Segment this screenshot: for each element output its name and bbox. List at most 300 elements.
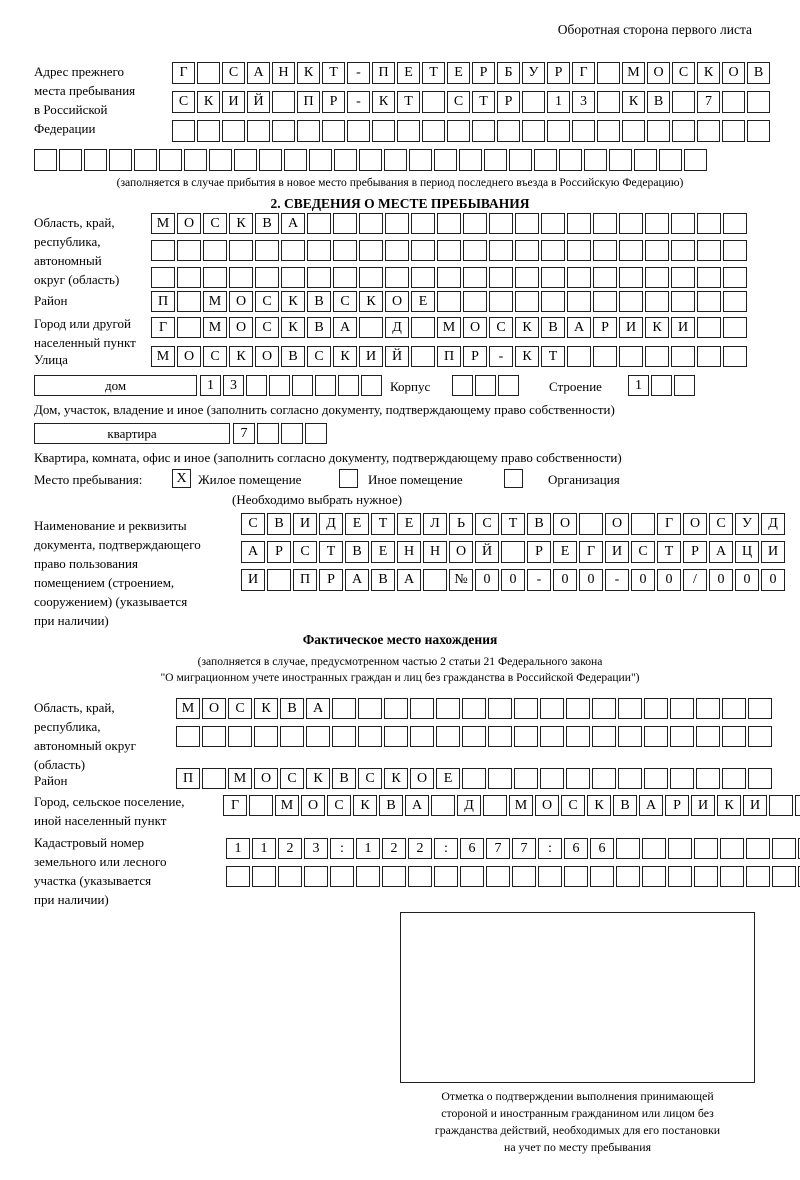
prev-address-r4-cell-23[interactable]	[584, 149, 607, 171]
prev-address-r4-cell-14[interactable]	[359, 149, 382, 171]
cadastral-r1-cell-14[interactable]: 6	[564, 838, 588, 859]
cadastral-r1-cell-22[interactable]	[772, 838, 796, 859]
document-r3-cell-10[interactable]: 0	[475, 569, 499, 591]
city-cell-23[interactable]	[723, 317, 747, 338]
region-r3-cell-3[interactable]	[203, 267, 227, 288]
actual-district-cell-10[interactable]: О	[410, 768, 434, 789]
actual-region-r1-cell-4[interactable]: К	[254, 698, 278, 719]
region-r3-cell-14[interactable]	[489, 267, 513, 288]
actual-city-cell-3[interactable]: М	[275, 795, 299, 816]
cadastral-r2-cell-21[interactable]	[746, 866, 770, 887]
cadastral-r1-cell-20[interactable]	[720, 838, 744, 859]
region-r3-cell-5[interactable]	[255, 267, 279, 288]
flat-cell-2[interactable]	[257, 423, 279, 444]
actual-district-cell-19[interactable]	[644, 768, 668, 789]
city-cell-5[interactable]: С	[255, 317, 279, 338]
prev-address-r2-cell-2[interactable]: К	[197, 91, 220, 113]
cadastral-r1-cell-11[interactable]: 7	[486, 838, 510, 859]
cadastral-r2-cell-9[interactable]	[434, 866, 458, 887]
city-cell-7[interactable]: В	[307, 317, 331, 338]
actual-region-r2-cell-13[interactable]	[488, 726, 512, 747]
region-r2-cell-8[interactable]	[333, 240, 357, 261]
region-r2-cell-15[interactable]	[515, 240, 539, 261]
region-r3-cell-4[interactable]	[229, 267, 253, 288]
actual-city-cell-14[interactable]: С	[561, 795, 585, 816]
prev-address-r3-cell-10[interactable]	[397, 120, 420, 142]
prev-address-r1-cell-13[interactable]: Р	[472, 62, 495, 84]
prev-address-r4-cell-18[interactable]	[459, 149, 482, 171]
document-r1-cell-2[interactable]: В	[267, 513, 291, 535]
cadastral-r2-cell-1[interactable]	[226, 866, 250, 887]
district-cell-13[interactable]	[463, 291, 487, 312]
document-r2-cell-17[interactable]: Т	[657, 541, 681, 563]
city-cell-17[interactable]: А	[567, 317, 591, 338]
prev-address-r4-cell-27[interactable]	[684, 149, 707, 171]
house-cell-4[interactable]	[269, 375, 290, 396]
street-cell-12[interactable]: П	[437, 346, 461, 367]
actual-district-cell-7[interactable]: В	[332, 768, 356, 789]
prev-address-r4-cell-16[interactable]	[409, 149, 432, 171]
actual-district-cell-5[interactable]: С	[280, 768, 304, 789]
cadastral-r2-cell-4[interactable]	[304, 866, 328, 887]
actual-region-r2-cell-21[interactable]	[696, 726, 720, 747]
checkbox-inoe[interactable]	[339, 469, 358, 488]
actual-city-cell-15[interactable]: К	[587, 795, 611, 816]
prev-address-r2-cell-20[interactable]: В	[647, 91, 670, 113]
prev-address-r4-cell-13[interactable]	[334, 149, 357, 171]
actual-region-row-1[interactable]	[176, 698, 774, 719]
prev-address-r3-cell-23[interactable]	[722, 120, 745, 142]
house-cell-7[interactable]	[338, 375, 359, 396]
prev-address-r1-cell-16[interactable]: Р	[547, 62, 570, 84]
prev-address-r1-cell-14[interactable]: Б	[497, 62, 520, 84]
region-r1-cell-13[interactable]	[463, 213, 487, 234]
actual-region-r1-cell-22[interactable]	[722, 698, 746, 719]
prev-address-r4-cell-15[interactable]	[384, 149, 407, 171]
document-r1-cell-9[interactable]: Ь	[449, 513, 473, 535]
document-r3-cell-13[interactable]: 0	[553, 569, 577, 591]
city-cell-3[interactable]: М	[203, 317, 227, 338]
prev-address-r3-cell-24[interactable]	[747, 120, 770, 142]
korpus-cell-2[interactable]	[475, 375, 496, 396]
cadastral-row-2[interactable]	[226, 866, 800, 887]
prev-address-r4-cell-11[interactable]	[284, 149, 307, 171]
document-r2-cell-14[interactable]: Г	[579, 541, 603, 563]
cadastral-r1-cell-7[interactable]: 2	[382, 838, 406, 859]
street-cell-10[interactable]: Й	[385, 346, 409, 367]
document-r1-cell-16[interactable]	[631, 513, 655, 535]
prev-address-r4-cell-24[interactable]	[609, 149, 632, 171]
prev-address-r4-cell-9[interactable]	[234, 149, 257, 171]
prev-address-r3-cell-8[interactable]	[347, 120, 370, 142]
region-r2-cell-22[interactable]	[697, 240, 721, 261]
cadastral-r2-cell-18[interactable]	[668, 866, 692, 887]
actual-region-r1-cell-23[interactable]	[748, 698, 772, 719]
street-cell-21[interactable]	[671, 346, 695, 367]
prev-address-r3-cell-22[interactable]	[697, 120, 720, 142]
prev-address-r4-cell-5[interactable]	[134, 149, 157, 171]
cadastral-r1-cell-19[interactable]	[694, 838, 718, 859]
actual-region-r2-cell-22[interactable]	[722, 726, 746, 747]
region-r1-cell-10[interactable]	[385, 213, 409, 234]
actual-city-cell-19[interactable]: И	[691, 795, 715, 816]
flat-cells[interactable]	[233, 423, 329, 444]
prev-address-r2-cell-19[interactable]: К	[622, 91, 645, 113]
document-r2-cell-11[interactable]	[501, 541, 525, 563]
actual-district-cell-8[interactable]: С	[358, 768, 382, 789]
actual-city-cell-2[interactable]	[249, 795, 273, 816]
document-r1-cell-10[interactable]: С	[475, 513, 499, 535]
region-r3-cell-17[interactable]	[567, 267, 591, 288]
document-r2-cell-12[interactable]: Р	[527, 541, 551, 563]
korpus-cells[interactable]	[452, 375, 521, 396]
document-r2-cell-2[interactable]: Р	[267, 541, 291, 563]
document-row-2[interactable]	[241, 541, 787, 563]
cadastral-r1-cell-9[interactable]: :	[434, 838, 458, 859]
prev-address-r4-cell-25[interactable]	[634, 149, 657, 171]
actual-district-cell-1[interactable]: П	[176, 768, 200, 789]
region-row-3[interactable]	[151, 267, 749, 288]
actual-city-cell-21[interactable]: И	[743, 795, 767, 816]
region-r1-cell-7[interactable]	[307, 213, 331, 234]
document-r2-cell-13[interactable]: Е	[553, 541, 577, 563]
cadastral-r2-cell-2[interactable]	[252, 866, 276, 887]
region-r2-cell-11[interactable]	[411, 240, 435, 261]
region-r3-cell-13[interactable]	[463, 267, 487, 288]
region-r2-cell-10[interactable]	[385, 240, 409, 261]
document-r3-cell-11[interactable]: 0	[501, 569, 525, 591]
actual-city-cell-7[interactable]: В	[379, 795, 403, 816]
cadastral-r1-cell-17[interactable]	[642, 838, 666, 859]
document-r3-cell-5[interactable]: А	[345, 569, 369, 591]
prev-address-r4-cell-8[interactable]	[209, 149, 232, 171]
street-cell-9[interactable]: И	[359, 346, 383, 367]
actual-city-cell-1[interactable]: Г	[223, 795, 247, 816]
region-r1-cell-4[interactable]: К	[229, 213, 253, 234]
prev-address-r2-cell-4[interactable]: Й	[247, 91, 270, 113]
region-r1-cell-14[interactable]	[489, 213, 513, 234]
cadastral-r1-cell-15[interactable]: 6	[590, 838, 614, 859]
document-r2-cell-1[interactable]: А	[241, 541, 265, 563]
prev-address-r1-cell-5[interactable]: Н	[272, 62, 295, 84]
actual-region-r1-cell-16[interactable]	[566, 698, 590, 719]
actual-city-cell-20[interactable]: К	[717, 795, 741, 816]
document-r2-cell-15[interactable]: И	[605, 541, 629, 563]
prev-address-r3-cell-1[interactable]	[172, 120, 195, 142]
prev-address-r4-cell-21[interactable]	[534, 149, 557, 171]
street-cell-19[interactable]	[619, 346, 643, 367]
cadastral-r1-cell-16[interactable]	[616, 838, 640, 859]
prev-address-r2-cell-21[interactable]	[672, 91, 695, 113]
document-row-3[interactable]	[241, 569, 787, 591]
region-r1-cell-3[interactable]: С	[203, 213, 227, 234]
actual-district-cell-15[interactable]	[540, 768, 564, 789]
city-cell-20[interactable]: К	[645, 317, 669, 338]
checkbox-organizatsiya[interactable]	[504, 469, 523, 488]
street-cell-2[interactable]: О	[177, 346, 201, 367]
prev-address-r1-cell-10[interactable]: Е	[397, 62, 420, 84]
cadastral-r2-cell-22[interactable]	[772, 866, 796, 887]
flat-cell-1[interactable]: 7	[233, 423, 255, 444]
prev-address-r3-cell-21[interactable]	[672, 120, 695, 142]
prev-address-r1-cell-2[interactable]	[197, 62, 220, 84]
prev-address-r4-cell-1[interactable]	[34, 149, 57, 171]
region-r3-cell-19[interactable]	[619, 267, 643, 288]
actual-city-cell-22[interactable]	[769, 795, 793, 816]
cadastral-r2-cell-14[interactable]	[564, 866, 588, 887]
prev-address-r2-cell-5[interactable]	[272, 91, 295, 113]
actual-district-cell-17[interactable]	[592, 768, 616, 789]
prev-address-r4-cell-26[interactable]	[659, 149, 682, 171]
document-r2-cell-8[interactable]: Н	[423, 541, 447, 563]
region-r1-cell-17[interactable]	[567, 213, 591, 234]
prev-address-r4-cell-20[interactable]	[509, 149, 532, 171]
prev-address-r2-cell-22[interactable]: 7	[697, 91, 720, 113]
prev-address-r3-cell-3[interactable]	[222, 120, 245, 142]
region-r3-cell-21[interactable]	[671, 267, 695, 288]
document-r1-cell-20[interactable]: У	[735, 513, 759, 535]
cadastral-r2-cell-13[interactable]	[538, 866, 562, 887]
cadastral-r2-cell-11[interactable]	[486, 866, 510, 887]
region-r3-cell-15[interactable]	[515, 267, 539, 288]
actual-district-cell-11[interactable]: Е	[436, 768, 460, 789]
actual-district-cell-9[interactable]: К	[384, 768, 408, 789]
prev-address-r2-cell-3[interactable]: И	[222, 91, 245, 113]
actual-region-r1-cell-9[interactable]	[384, 698, 408, 719]
prev-address-r3-cell-12[interactable]	[447, 120, 470, 142]
prev-address-r1-cell-23[interactable]: О	[722, 62, 745, 84]
document-r3-cell-1[interactable]: И	[241, 569, 265, 591]
actual-city-cell-9[interactable]	[431, 795, 455, 816]
prev-address-r3-cell-9[interactable]	[372, 120, 395, 142]
actual-region-r1-cell-14[interactable]	[514, 698, 538, 719]
prev-address-r3-cell-5[interactable]	[272, 120, 295, 142]
city-cell-4[interactable]: О	[229, 317, 253, 338]
street-cell-23[interactable]	[723, 346, 747, 367]
region-r1-cell-6[interactable]: А	[281, 213, 305, 234]
district-cell-18[interactable]	[593, 291, 617, 312]
actual-city-cell-11[interactable]	[483, 795, 507, 816]
prev-address-r1-cell-21[interactable]: С	[672, 62, 695, 84]
city-cell-22[interactable]	[697, 317, 721, 338]
city-cell-11[interactable]	[411, 317, 435, 338]
region-r2-cell-3[interactable]	[203, 240, 227, 261]
prev-address-row-1[interactable]	[172, 62, 772, 84]
house-cell-2[interactable]: 3	[223, 375, 244, 396]
cadastral-r1-cell-8[interactable]: 2	[408, 838, 432, 859]
region-r2-cell-2[interactable]	[177, 240, 201, 261]
actual-region-r2-cell-8[interactable]	[358, 726, 382, 747]
actual-region-r1-cell-1[interactable]: М	[176, 698, 200, 719]
house-cell-3[interactable]	[246, 375, 267, 396]
district-cell-22[interactable]	[697, 291, 721, 312]
prev-address-r4-cell-2[interactable]	[59, 149, 82, 171]
document-r1-cell-5[interactable]: Е	[345, 513, 369, 535]
prev-address-r1-cell-20[interactable]: О	[647, 62, 670, 84]
actual-region-r1-cell-17[interactable]	[592, 698, 616, 719]
prev-address-r2-cell-7[interactable]: Р	[322, 91, 345, 113]
document-r1-cell-3[interactable]: И	[293, 513, 317, 535]
region-r2-cell-1[interactable]	[151, 240, 175, 261]
prev-address-r1-cell-24[interactable]: В	[747, 62, 770, 84]
region-r1-cell-1[interactable]: М	[151, 213, 175, 234]
document-r2-cell-10[interactable]: Й	[475, 541, 499, 563]
region-r2-cell-9[interactable]	[359, 240, 383, 261]
region-r3-cell-20[interactable]	[645, 267, 669, 288]
street-cell-18[interactable]	[593, 346, 617, 367]
actual-city-cell-18[interactable]: Р	[665, 795, 689, 816]
region-r2-cell-5[interactable]	[255, 240, 279, 261]
prev-address-r1-cell-19[interactable]: М	[622, 62, 645, 84]
prev-address-r2-cell-14[interactable]: Р	[497, 91, 520, 113]
document-r1-cell-12[interactable]: В	[527, 513, 551, 535]
district-cell-14[interactable]	[489, 291, 513, 312]
document-r2-cell-6[interactable]: Е	[371, 541, 395, 563]
prev-address-r4-cell-22[interactable]	[559, 149, 582, 171]
prev-address-r2-cell-6[interactable]: П	[297, 91, 320, 113]
city-cell-16[interactable]: В	[541, 317, 565, 338]
document-r2-cell-18[interactable]: Р	[683, 541, 707, 563]
region-r2-cell-4[interactable]	[229, 240, 253, 261]
prev-address-r2-cell-23[interactable]	[722, 91, 745, 113]
actual-city-cell-23[interactable]	[795, 795, 800, 816]
region-r1-cell-18[interactable]	[593, 213, 617, 234]
cadastral-r2-cell-16[interactable]	[616, 866, 640, 887]
prev-address-r1-cell-4[interactable]: А	[247, 62, 270, 84]
house-cell-8[interactable]	[361, 375, 382, 396]
actual-region-r2-cell-14[interactable]	[514, 726, 538, 747]
prev-address-r1-cell-6[interactable]: К	[297, 62, 320, 84]
street-cell-11[interactable]	[411, 346, 435, 367]
document-r3-cell-20[interactable]: 0	[735, 569, 759, 591]
actual-region-r1-cell-7[interactable]	[332, 698, 356, 719]
prev-address-r3-cell-4[interactable]	[247, 120, 270, 142]
district-cell-19[interactable]	[619, 291, 643, 312]
district-cell-16[interactable]	[541, 291, 565, 312]
actual-region-r1-cell-21[interactable]	[696, 698, 720, 719]
prev-address-r1-cell-3[interactable]: С	[222, 62, 245, 84]
region-r3-cell-23[interactable]	[723, 267, 747, 288]
document-r2-cell-9[interactable]: О	[449, 541, 473, 563]
actual-city-cell-13[interactable]: О	[535, 795, 559, 816]
cadastral-r2-cell-17[interactable]	[642, 866, 666, 887]
actual-district-row[interactable]	[176, 768, 774, 789]
prev-address-r1-cell-9[interactable]: П	[372, 62, 395, 84]
district-cell-7[interactable]: В	[307, 291, 331, 312]
district-cell-23[interactable]	[723, 291, 747, 312]
prev-address-r4-cell-19[interactable]	[484, 149, 507, 171]
prev-address-r4-cell-7[interactable]	[184, 149, 207, 171]
actual-region-r2-cell-16[interactable]	[566, 726, 590, 747]
actual-region-row-2[interactable]	[176, 726, 774, 747]
document-r1-cell-17[interactable]: Г	[657, 513, 681, 535]
actual-city-cell-12[interactable]: М	[509, 795, 533, 816]
region-r3-cell-10[interactable]	[385, 267, 409, 288]
prev-address-r1-cell-17[interactable]: Г	[572, 62, 595, 84]
actual-district-cell-2[interactable]	[202, 768, 226, 789]
region-r2-cell-7[interactable]	[307, 240, 331, 261]
cadastral-r2-cell-7[interactable]	[382, 866, 406, 887]
document-r2-cell-7[interactable]: Н	[397, 541, 421, 563]
region-r3-cell-2[interactable]	[177, 267, 201, 288]
actual-district-cell-6[interactable]: К	[306, 768, 330, 789]
actual-district-cell-16[interactable]	[566, 768, 590, 789]
actual-district-cell-21[interactable]	[696, 768, 720, 789]
document-r1-cell-14[interactable]	[579, 513, 603, 535]
actual-city-cell-6[interactable]: К	[353, 795, 377, 816]
actual-region-r2-cell-5[interactable]	[280, 726, 304, 747]
cadastral-r2-cell-19[interactable]	[694, 866, 718, 887]
actual-region-r1-cell-19[interactable]	[644, 698, 668, 719]
city-cell-15[interactable]: К	[515, 317, 539, 338]
actual-district-cell-13[interactable]	[488, 768, 512, 789]
region-r3-cell-8[interactable]	[333, 267, 357, 288]
street-cell-16[interactable]: Т	[541, 346, 565, 367]
street-cell-15[interactable]: К	[515, 346, 539, 367]
actual-region-r1-cell-13[interactable]	[488, 698, 512, 719]
prev-address-r2-cell-13[interactable]: Т	[472, 91, 495, 113]
city-row[interactable]	[151, 317, 749, 338]
district-row[interactable]	[151, 291, 749, 312]
city-cell-19[interactable]: И	[619, 317, 643, 338]
street-cell-8[interactable]: К	[333, 346, 357, 367]
district-cell-21[interactable]	[671, 291, 695, 312]
region-r3-cell-11[interactable]	[411, 267, 435, 288]
street-cell-3[interactable]: С	[203, 346, 227, 367]
city-cell-6[interactable]: К	[281, 317, 305, 338]
actual-region-r1-cell-15[interactable]	[540, 698, 564, 719]
prev-address-r4-cell-4[interactable]	[109, 149, 132, 171]
actual-region-r1-cell-12[interactable]	[462, 698, 486, 719]
cadastral-r2-cell-3[interactable]	[278, 866, 302, 887]
actual-region-r1-cell-18[interactable]	[618, 698, 642, 719]
stamp-area[interactable]	[400, 912, 755, 1083]
document-r3-cell-19[interactable]: 0	[709, 569, 733, 591]
prev-address-r3-cell-2[interactable]	[197, 120, 220, 142]
actual-district-cell-23[interactable]	[748, 768, 772, 789]
prev-address-r2-cell-8[interactable]: -	[347, 91, 370, 113]
document-r1-cell-4[interactable]: Д	[319, 513, 343, 535]
region-r2-cell-23[interactable]	[723, 240, 747, 261]
prev-address-r2-cell-9[interactable]: К	[372, 91, 395, 113]
cadastral-r1-cell-1[interactable]: 1	[226, 838, 250, 859]
district-cell-12[interactable]	[437, 291, 461, 312]
document-r1-cell-7[interactable]: Е	[397, 513, 421, 535]
stroenie-cells[interactable]	[628, 375, 697, 396]
prev-address-r1-cell-7[interactable]: Т	[322, 62, 345, 84]
document-r3-cell-15[interactable]: -	[605, 569, 629, 591]
actual-region-r2-cell-2[interactable]	[202, 726, 226, 747]
region-r2-cell-6[interactable]	[281, 240, 305, 261]
prev-address-r3-cell-20[interactable]	[647, 120, 670, 142]
cadastral-r2-cell-20[interactable]	[720, 866, 744, 887]
house-cell-1[interactable]: 1	[200, 375, 221, 396]
document-r3-cell-9[interactable]: №	[449, 569, 473, 591]
document-r2-cell-3[interactable]: С	[293, 541, 317, 563]
korpus-cell-3[interactable]	[498, 375, 519, 396]
region-r3-cell-12[interactable]	[437, 267, 461, 288]
street-cell-7[interactable]: С	[307, 346, 331, 367]
actual-district-cell-20[interactable]	[670, 768, 694, 789]
prev-address-r4-cell-17[interactable]	[434, 149, 457, 171]
document-r1-cell-1[interactable]: С	[241, 513, 265, 535]
cadastral-row-1[interactable]	[226, 838, 800, 859]
region-r3-cell-6[interactable]	[281, 267, 305, 288]
district-cell-17[interactable]	[567, 291, 591, 312]
actual-region-r2-cell-9[interactable]	[384, 726, 408, 747]
street-cell-20[interactable]	[645, 346, 669, 367]
house-cells[interactable]	[200, 375, 384, 396]
